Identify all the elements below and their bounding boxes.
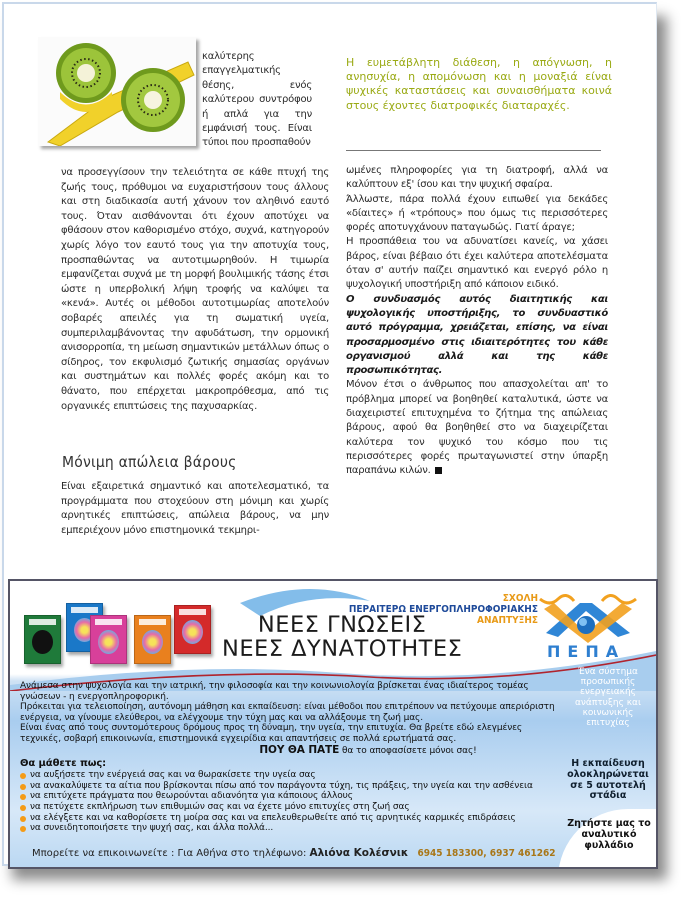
book-cover: [90, 615, 127, 664]
book-cover-art: [182, 620, 203, 644]
article-paragraph: Η προσπάθεια του να αδυνατίσει κανείς, να χάσει βάρος, είναι βέβαιο ότι έχει καλύτερα αποτελέσματα όταν σ' αυτήν παίζει σημαντικό και ενεργό ρόλο η ψυχολογική υποστήριξη από κάποιον ειδικό.: [346, 236, 608, 291]
contact-name: Αλιόνα Κολέσνικ: [309, 847, 409, 859]
article-paragraph: Είναι εξαιρετικά σημαντικό και αποτελεσματικό, τα προγράμματα που στοχεύουν στη μόνιμη και χωρίς αρνητικές επιπτώσεις, απώλεια βάρους, να μην εμπεριέχουν μόνο επιστημονικά τεκμηρι-: [61, 481, 329, 536]
book-cover: [134, 615, 171, 664]
ad-intro-paragraph: Είναι ένας από τους συντομότερους δρόμους προς τη δύναμη, την υγεία, την επιτυχία. Θα βρείτε εδώ ελεγμένες τεχνικές, σοβαρή επικοινωνία, επιστημονικά εγχειρίδια και απαντήσεις σε πολλά ερωτήματά σας.: [20, 723, 523, 744]
book-title-band: [71, 607, 98, 613]
school-name-line-3: ΑΝΑΠΤΥΞΗΣ: [477, 615, 538, 626]
school-name: [349, 593, 538, 626]
article-left-column: [61, 166, 329, 414]
pepa-logo-icon: [536, 589, 640, 645]
article-wrap-text: [202, 50, 312, 151]
learn-list-item: να επιτύχετε πράγματα που θεωρούνται αδιανόητα για κάποιους άλλους: [20, 791, 556, 802]
article-paragraph: Μόνον έτσι ο άνθρωπος που απασχολείται απ' το πρόβλημα μπορεί να βοηθηθεί καταλυτικά, ώστε να διαχειριστεί επιτυχημένα το ζήτημα της απώλειας βάρους, αφού θα βοηθηθεί στο να διαχειρίζεται καλύτερα τον ψυχικό του κόσμο που τις περισσότερες φορές πρωταγωνιστεί στην ύπαρξη παραπάνω κιλών.: [346, 379, 608, 477]
article-paragraph: Άλλωστε, πάρα πολλά έχουν ειπωθεί για δεκάδες «δίαιτες» ή «τρόπους» που όμως τις περισσότερες φορές αποτυγχάνουν παταγωδώς. Γιατί άραγε;: [346, 193, 608, 234]
kiwi-photo: [38, 37, 196, 146]
learn-list-item: να αυξήσετε την ενέργειά σας και να θωρακίσετε την υγεία σας: [20, 770, 556, 781]
book-cover-art: [32, 630, 53, 654]
ad-where-bold: ΠΟΥ ΘΑ ΠΑΤΕ: [259, 743, 340, 756]
article-paragraph: να προσεγγίσουν την τελειότητα σε κάθε πτυχή της ζωής τους, πρόθυμοι να ευχαριστήσουν τους άλλους και στη διαδικασία αυτή χάνουν τον αληθινό εαυτό τους. Όταν αισθάνονται ότι έχουν αποτύχει να φθάσουν στον καθορισμένο στόχο, συχνά, κατηγορούν χωρίς λόγο τον εαυτό τους για την αποτυχία τους, προσπαθώντας να αυτοτιμωρηθούν. Η τιμωρία εμφανίζεται συχνά με τη μορφή βουλιμικής τάσης έτσι ώστε η υπερβολική λήψη τροφής να καλύψει τα «κενά». Αυτές οι μέθοδοι αυτοτιμωρίας αποτελούν σοβαρές απειλές για τη σωματική υγεία, συμπεριλαμβάνοντας την αφυδάτωση, την ορμονική ανισορροπία, τη μείωση σημαντικών μετάλλων όπως ο σίδηρος, τον εκφυλισμό ζωτικής σημασίας οργάνων και συστημάτων και πολλές φορές ακόμη και το θάνατο, που επέρχεται μακροπρόθεσμα, από τις οργανικές επιπτώσεις της παχυσαρκίας.: [61, 167, 329, 412]
ad-request-brochure: Ζητήστε μας το αναλυτικό φυλλάδιο: [567, 818, 651, 851]
learn-list-item: να ελέγξετε και να καθορίσετε τη μοίρα σας και να επελευθερωθείτε από τις αρνητικές καρμικές επιδράσεις: [20, 813, 556, 824]
school-name-line-1: ΣΧΟΛΗ: [502, 593, 538, 604]
ad-where-rest: θα το αποφασίσετε μόνοι σας!: [339, 745, 477, 756]
logo-text: ΠΕΠΑ: [547, 642, 626, 661]
learn-heading: Θα μάθετε πως:: [20, 758, 107, 770]
learn-list-item: να ανακαλύψετε τα αίτια που βρίσκονται πίσω από τον παράγοντα τύχη, τις πράξεις, την υγεία και την ασθένεια: [20, 781, 556, 792]
book-title-band: [179, 609, 206, 615]
ad-where-line: [180, 745, 556, 757]
contact-prefix: Μπορείτε να επικοινωνείτε : Για Αθήνα στο τηλέφωνο:: [32, 848, 307, 859]
magazine-page: [2, 2, 657, 866]
learn-list-item: να πετύχετε εκπλήρωση των επιθυμιών σας και να έχετε μόνο επιτυχίες στη ζωή σας: [20, 802, 556, 813]
book-title-band: [139, 619, 166, 625]
book-cover-art: [98, 630, 119, 654]
pull-quote-divider: [346, 150, 601, 151]
learn-list: [20, 770, 556, 834]
pull-quote: Η ευμετάβλητη διάθεση, η απόγνωση, η ανησυχία, η απομόνωση και η μοναξιά είναι ψυχικές καταστάσεις και συναισθήματα κοινά στους έχοντες διατροφικές διαταραχές.: [346, 56, 612, 112]
contact-phones: 6945 183300, 6937 461262: [417, 848, 556, 859]
ad-side-stages: Η εκπαίδευση ολοκληρώνεται σε 5 αυτοτελή στάδια: [567, 758, 649, 802]
end-of-article-icon: [435, 467, 442, 474]
ad-intro-paragraph: Πρόκειται για τελειοποίηση, αυτόνομη μάθηση και εκπαίδευση: είναι μέθοδοι που επιτρέπουν να πετύχουμε απεριόριστη ενέργεια, να γίνουμε ελεύθεροι, να ελέγχουμε την τύχη μας και να αλλάξουμε τη ζωή μας.: [20, 702, 555, 723]
article-paragraph: καλύτερης επαγγελματικής θέσης, ενός καλύτερου συντρόφου ή απλά για την εμφάνισή τους. Είναι τύποι που προσπαθούν: [202, 51, 312, 149]
ad-side-tagline: Ένα σύστημα προσωπικής ενεργειακής ανάπτυξης και κοινωνικής επιτυχίας: [574, 667, 642, 729]
school-name-line-2: ΠΕΡΑΙΤΕΡΩ ΕΝΕΡΓΟΠΛΗΡΟΦΟΡΙΑΚΗΣ: [348, 604, 538, 615]
section-subheading: Μόνιμη απώλεια βάρους: [62, 453, 237, 471]
article-left-column-2: [61, 480, 329, 538]
book-title-band: [95, 619, 122, 625]
ad-body: [20, 681, 556, 834]
article-right-column: [346, 164, 608, 479]
learn-list-item: να συνειδητοποιήσετε την ψυχή σας, και άλλα πολλά...: [20, 823, 556, 834]
advertisement-box: [8, 579, 658, 869]
book-cover: [24, 615, 61, 664]
book-cover: [174, 605, 211, 654]
ad-contact-line: [32, 847, 556, 860]
ad-intro-paragraph: Ανάμεσα στην ψυχολογία και την ιατρική, την φιλοσοφία και την κοινωνιολογία βρίσκεται ένας ιδιαίτερος τομέας γνώσεων - η ενεργοπληροφορική.: [20, 681, 529, 702]
ad-headline-line-2: ΝΕΕΣ ΔΥΝΑΤΟΤΗΤΕΣ: [222, 636, 463, 662]
ad-headline-line-1: ΝΕΕΣ ΓΝΩΣΕΙΣ: [257, 612, 427, 638]
article-paragraph: ωμένες πληροφορίες για τη διατροφή, αλλά να καλύπτουν εξ' ίσου και την ψυχική σφαίρα.: [346, 165, 608, 191]
book-cover-art: [142, 630, 163, 654]
book-title-band: [29, 619, 56, 625]
article-emphasis-paragraph: Ο συνδυασμός αυτός διαιτητικής και ψυχολογικής υποστήριξης, το συνδυαστικό αυτό πρόγραμμα, χρειάζεται, επίσης, να είναι προσαρμοσμένο στις ιδιαιτερότητες του κάθε οργανισμού αλλά και της κάθε προσωπικότητας.: [346, 293, 608, 377]
kiwi-measuring-tape-image: [38, 37, 196, 146]
article-paragraph-final: [346, 378, 608, 478]
